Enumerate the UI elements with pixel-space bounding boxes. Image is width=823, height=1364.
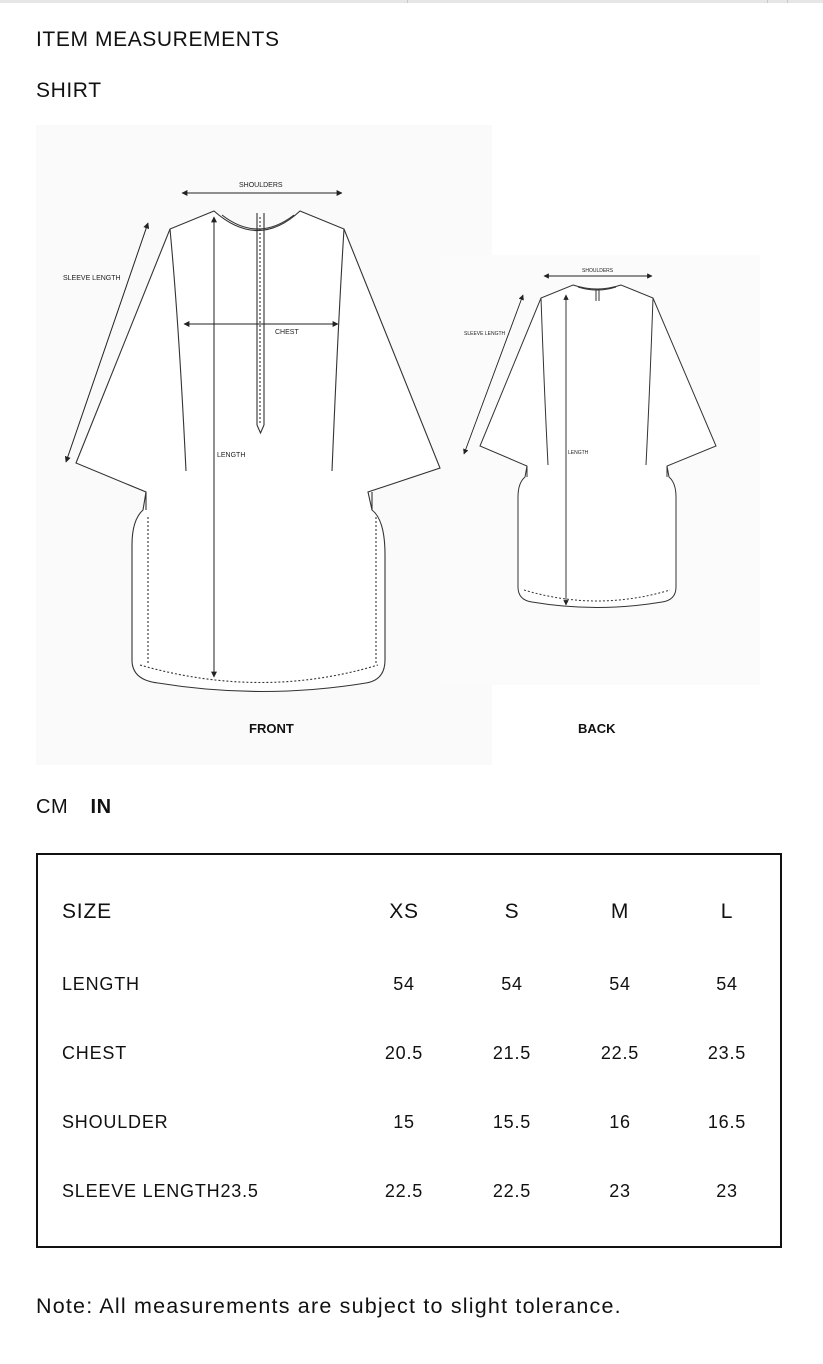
front-sleeve-label: SLEEVE LENGTH xyxy=(63,275,121,282)
row-label: SLEEVE LENGTH23.5 xyxy=(62,1181,259,1201)
table-cell: 22.5 xyxy=(384,1181,424,1201)
table-cell: 21.5 xyxy=(492,1043,532,1063)
table-header-row xyxy=(38,892,780,932)
measurement-diagram xyxy=(36,125,766,775)
row-label: SHOULDER xyxy=(62,1112,169,1132)
row-label: CHEST xyxy=(62,1043,128,1063)
divider-tick xyxy=(767,0,768,3)
table-cell: 16.5 xyxy=(707,1112,747,1132)
table-cell: 23.5 xyxy=(707,1043,747,1063)
garment-title: SHIRT xyxy=(36,79,102,102)
size-s: S xyxy=(504,900,520,923)
size-table xyxy=(36,853,782,1248)
top-divider xyxy=(0,0,823,3)
size-l: L xyxy=(720,900,734,923)
front-caption: FRONT xyxy=(249,721,294,736)
size-xs: XS xyxy=(389,900,419,923)
divider-tick xyxy=(407,0,408,3)
table-cell: 22.5 xyxy=(492,1181,532,1201)
table-row xyxy=(38,964,780,1004)
page-title: ITEM MEASUREMENTS xyxy=(36,28,280,51)
front-length-label: LENGTH xyxy=(217,452,246,459)
table-row xyxy=(38,1102,780,1142)
table-row xyxy=(38,1033,780,1073)
front-chest-label: CHEST xyxy=(275,329,299,336)
size-header: SIZE xyxy=(62,900,112,923)
table-row xyxy=(38,1171,780,1211)
unit-option-cm[interactable]: CM xyxy=(36,796,69,818)
table-cell: 23 xyxy=(609,1181,631,1201)
back-shoulders-label: SHOULDERS xyxy=(582,268,614,274)
unit-option-in[interactable]: IN xyxy=(90,796,112,818)
shirt-illustration xyxy=(36,125,766,775)
table-cell: 22.5 xyxy=(600,1043,640,1063)
unit-toggle xyxy=(36,796,128,819)
size-m: M xyxy=(610,900,630,923)
divider-tick xyxy=(787,0,788,3)
table-cell: 15.5 xyxy=(492,1112,532,1132)
table-cell: 16 xyxy=(609,1112,631,1132)
tolerance-note: Note: All measurements are subject to slight tolerance. xyxy=(36,1294,622,1318)
table-cell: 23 xyxy=(716,1181,738,1201)
table-cell: 54 xyxy=(501,974,523,994)
table-cell: 54 xyxy=(393,974,415,994)
row-label: LENGTH xyxy=(62,974,140,994)
table-cell: 15 xyxy=(393,1112,415,1132)
back-length-label: LENGTH xyxy=(568,450,589,456)
back-sleeve-label: SLEEVE LENGTH xyxy=(464,331,506,337)
table-cell: 54 xyxy=(716,974,738,994)
table-cell: 54 xyxy=(609,974,631,994)
back-caption: BACK xyxy=(578,721,616,736)
table-cell: 20.5 xyxy=(384,1043,424,1063)
front-shoulders-label: SHOULDERS xyxy=(239,182,283,189)
